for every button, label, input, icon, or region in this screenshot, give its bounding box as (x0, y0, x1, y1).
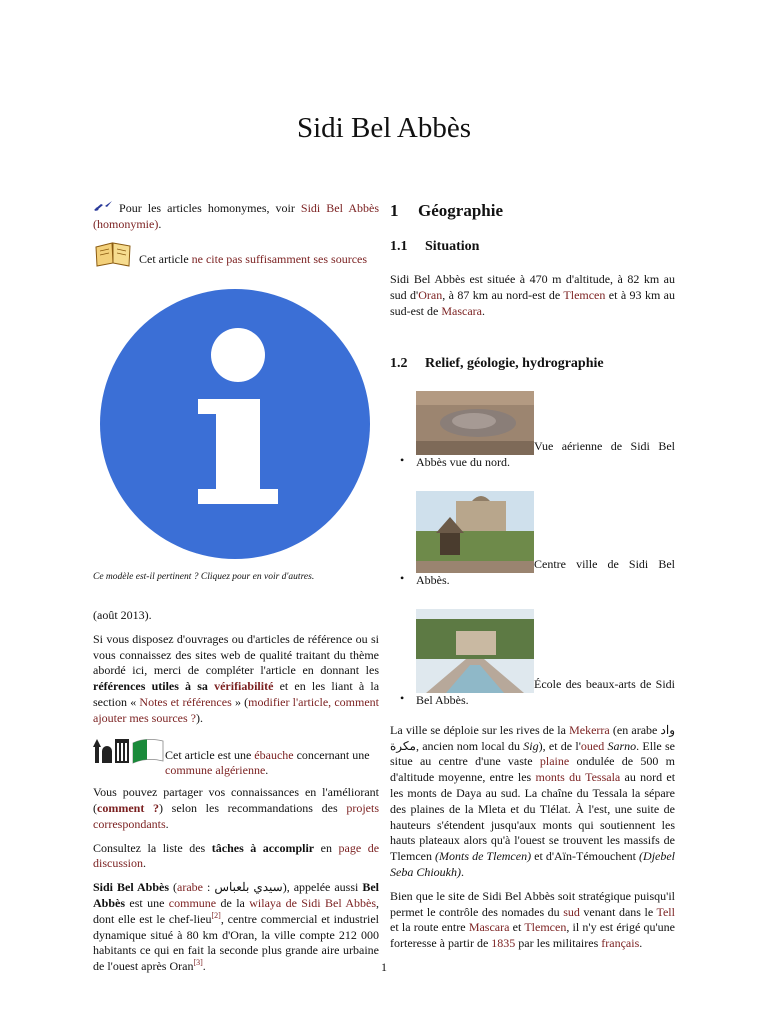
gallery-caption: Centre ville de Sidi Bel Abbès. (416, 557, 675, 588)
intro-bold-alt: Bel Abbès (93, 880, 380, 910)
section-number: 1 (390, 201, 399, 220)
photo-gallery (390, 391, 675, 708)
intro-text-6: , centre commercial et industriel dynamique situé à 80 km d'Oran, la ville compte 212 000 habitants ce qui en fait la seconde plus grande aire urbaine de l'ouest après Oran (93, 911, 379, 974)
stub-notice (93, 735, 379, 780)
arabic-link[interactable]: arabe (177, 880, 203, 895)
section-title: Géographie (418, 201, 503, 220)
intro-text-5: , dont elle est le chef-lieu (93, 895, 380, 926)
refs-text-1: Si vous disposez d'ouvrages ou d'articles de référence ou si vous connaissez des sites web de qualité traitant du thème abordé ici, merci de compléter l'article en donnant les (93, 631, 379, 678)
tlemcen-link-2[interactable]: Tlemcen (524, 920, 567, 935)
situation-paragraph (390, 272, 675, 319)
strat-text-5: , il n'y est érigé qu'une forteresse à partir de (390, 920, 676, 951)
projects-link[interactable]: projets correspondants (93, 800, 379, 831)
share-end: . (165, 816, 169, 831)
tasks-text-2: en (320, 840, 332, 855)
page-number: 1 (381, 960, 387, 974)
situation-text-2: , à 87 km au nord-est de (442, 287, 561, 302)
relief-paragraph (390, 723, 675, 881)
fine-arts-school-photo[interactable] (416, 609, 534, 693)
relief-end: . (461, 864, 464, 879)
wilaya-link[interactable]: wilaya de Sidi Bel Abbès (249, 895, 377, 910)
modify-article-link[interactable]: modifier l'article, comment ajouter mes sources ? (93, 694, 380, 725)
francais-link[interactable]: français (601, 936, 640, 951)
section-heading-geography (390, 200, 675, 222)
subsection-number: 1.2 (390, 356, 408, 372)
relief-text-7: et d'Aïn-Témouchent (534, 849, 636, 864)
relief-text-1: La ville se déploie sur les rives de la (390, 722, 566, 737)
stub-text-2: concernant une (296, 747, 370, 762)
bullet-icon: • (400, 571, 405, 586)
gallery-caption: Vue aérienne de Sidi Bel Abbès vue du nord. (416, 439, 675, 470)
discussion-page-link[interactable]: page de discussion (93, 840, 380, 871)
algeria-stub-icon (93, 735, 165, 770)
share-text-1: Vous pouvez partager vos connaissances en l'améliorant ( (93, 785, 379, 815)
homonym-link[interactable]: Sidi Bel Abbès (homonymie) (93, 201, 379, 231)
commune-link[interactable]: commune (168, 895, 217, 910)
sarno-name: Sarno (607, 738, 637, 753)
arabic-name: : سيدي بلعباس (203, 880, 283, 895)
bullet-icon: • (400, 690, 405, 705)
subsection-number: 1.1 (390, 239, 408, 254)
tasks-bold: tâches à accomplir (211, 840, 315, 855)
relief-text-2: (en arabe واد مكرة, ancien nom local du (390, 722, 676, 753)
aerial-photo[interactable] (416, 391, 534, 455)
intro-end: . (202, 959, 206, 974)
subsection-heading-relief (390, 355, 675, 373)
sources-notice (93, 239, 379, 274)
mascara-link-2[interactable]: Mascara (468, 920, 510, 935)
sources-text: Cet article (139, 251, 189, 266)
mekerra-link[interactable]: Mekerra (569, 722, 610, 737)
tasks-end: . (143, 856, 147, 871)
subsection-title: Situation (425, 239, 480, 254)
date-note: (août 2013). (93, 607, 152, 622)
plaine-link[interactable]: plaine (539, 754, 570, 769)
relief-text-5: ondulée de 500 m d'altitude moyenne, entre les (390, 754, 676, 785)
city-center-photo[interactable] (416, 491, 534, 573)
strat-text-3: et la route entre (390, 920, 466, 935)
situation-text-3: et à 93 km au sud-est de (390, 287, 675, 318)
bullet-icon: • (400, 453, 405, 468)
sig-name: Sig (523, 738, 539, 753)
situation-end: . (481, 303, 485, 318)
refs-text-4: ). (195, 710, 203, 725)
intro-text-4: de la (220, 895, 245, 910)
intro-text-3: est une (129, 895, 165, 910)
page-title: Sidi Bel Abbès (296, 112, 471, 144)
homonym-end: . (158, 216, 162, 231)
subsection-heading-situation (390, 238, 675, 256)
tasks-text-1: Consultez la liste des (93, 840, 206, 855)
homonym-note (93, 200, 379, 233)
strat-text-1: Bien que le site de Sidi Bel Abbès soit stratégique puisqu'il permet le contrôle des nomades du (390, 888, 675, 919)
share-paragraph (93, 785, 379, 832)
relief-text-6: au nord et les monts de Daya au sud. La chaîne du Tessala la sépare des plaines de la Mleta et du Tlélat. À l'est, une suite de hauteurs s'étendent jusqu'aux monts qui soutiennent les hauts plateaux alors qu'à l'ouest se trouvent les massifs de Tlemcen (390, 770, 676, 864)
gallery-item (390, 391, 675, 471)
info-caption: Ce modèle est-il pertinent ? Cliquez pour en voir d'autres. (93, 572, 315, 583)
year-1835-link[interactable]: 1835 (491, 936, 516, 951)
refs-text-3: » ( (234, 694, 249, 709)
stub-end: . (265, 763, 269, 778)
relief-text-3: ), et de l' (538, 738, 581, 753)
relief-text-4: . Elle se situe au centre d'une vaste (390, 738, 676, 769)
refs-bold: références utiles à sa (93, 679, 208, 694)
tessala-link[interactable]: monts du Tessala (535, 770, 621, 785)
strat-end: . (639, 936, 643, 951)
oued-link[interactable]: oued (580, 738, 605, 753)
strategic-paragraph (390, 889, 675, 952)
stub-link[interactable]: ébauche (254, 747, 294, 762)
intro-text-2: ), appelée aussi (282, 880, 359, 895)
strat-text-6: par les militaires (518, 936, 599, 951)
algerian-commune-link[interactable]: commune algérienne (165, 763, 266, 778)
left-column (93, 200, 379, 983)
ref-2-link[interactable]: [2] (211, 910, 221, 920)
sources-link[interactable]: ne cite pas suffisamment ses sources (191, 251, 368, 266)
gallery-item (390, 491, 675, 589)
relief-italic-1: (Monts de Tlemcen) (435, 849, 532, 864)
right-column (390, 200, 675, 960)
references-paragraph (93, 632, 379, 727)
gallery-item (390, 609, 675, 709)
oran-link[interactable]: Oran (418, 287, 443, 302)
ref-3-link[interactable]: [3] (193, 958, 203, 968)
mascara-link[interactable]: Mascara (441, 303, 482, 318)
book-icon (93, 239, 133, 274)
relief-italic-2: (Djebel Seba Chioukh) (390, 849, 676, 879)
how-link[interactable]: comment ? (97, 800, 159, 815)
info-icon (100, 289, 379, 564)
notes-references-link[interactable]: Notes et références (139, 694, 232, 709)
tlemcen-link[interactable]: Tlemcen (563, 287, 606, 302)
intro-bold-name: Sidi Bel Abbès (93, 880, 170, 895)
disambiguation-icon (93, 201, 119, 215)
gallery-caption: École des beaux-arts de Sidi Bel Abbès. (416, 677, 675, 707)
stub-text: Cet article est une (165, 747, 252, 762)
strat-text-4: et (512, 920, 522, 935)
share-text-2: ) selon les recommandations des (159, 800, 338, 815)
tasks-paragraph (93, 841, 379, 873)
sud-link[interactable]: sud (563, 904, 580, 919)
intro-text-1: ( (173, 880, 178, 895)
verifiability-link[interactable]: vérifiabilité (214, 679, 274, 694)
subsection-title: Relief, géologie, hydrographie (425, 356, 604, 372)
homonym-text: Pour les articles homonymes, voir (119, 201, 295, 215)
refs-text-2: et en les liant à la section « (93, 679, 380, 709)
tell-link[interactable]: Tell (656, 904, 675, 919)
situation-text-1: Sidi Bel Abbès est située à 470 m d'altitude, à 82 km au sud d' (390, 272, 675, 302)
strat-text-2: venant dans le (583, 904, 654, 919)
